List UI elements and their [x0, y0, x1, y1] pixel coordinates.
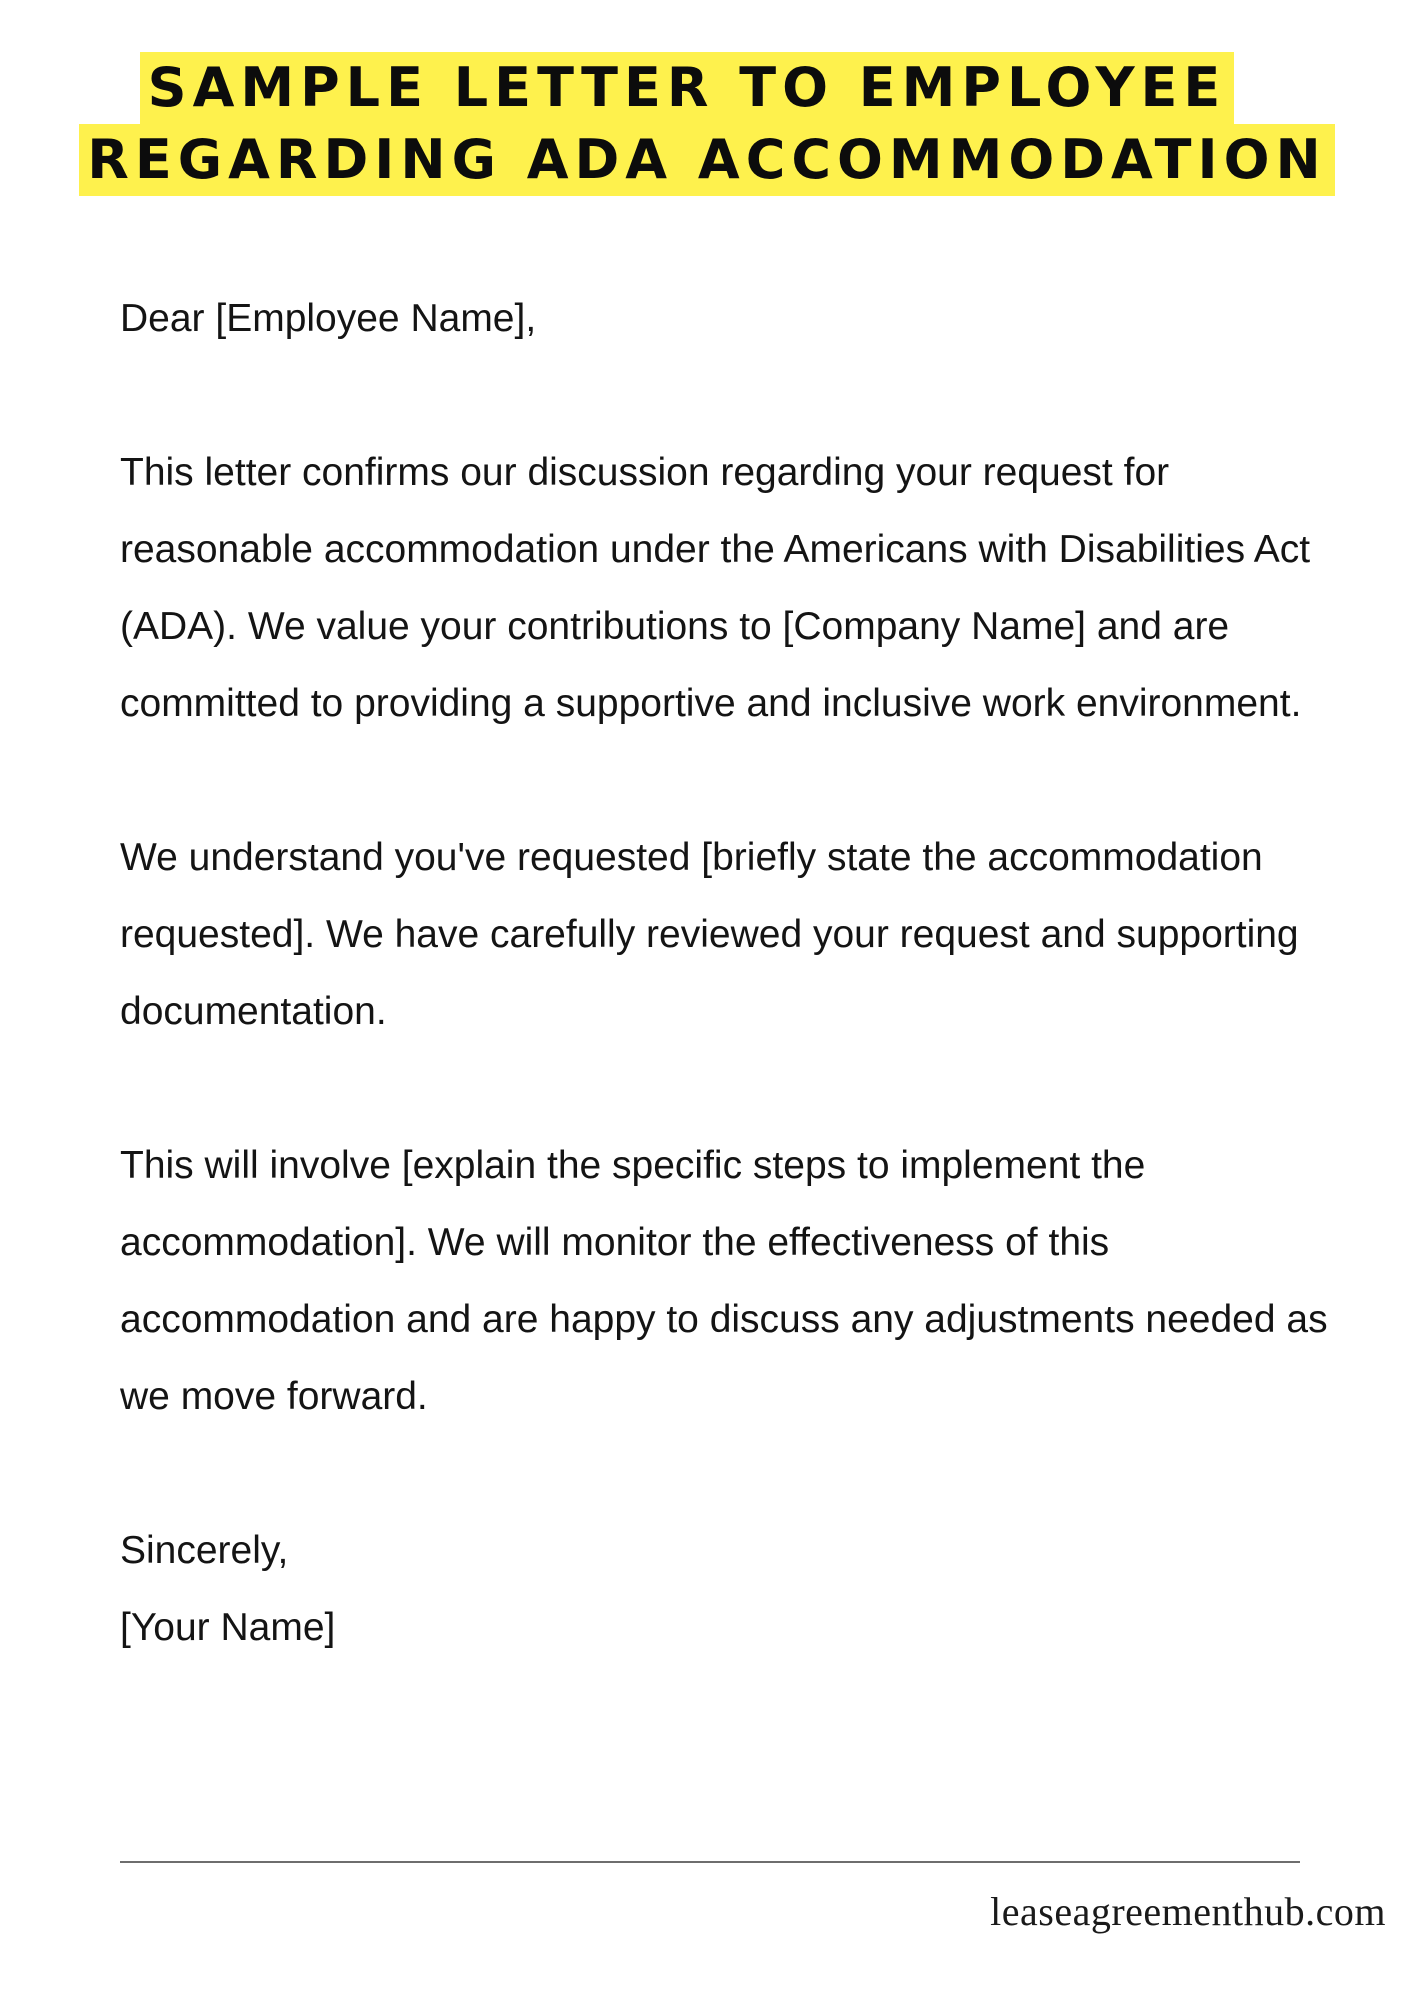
paragraph-2: We understand you've requested [briefly state the accommodation requested]. We have carefully reviewed your request and supporting documentation.: [120, 836, 1299, 1033]
salutation: Dear [Employee Name],: [120, 297, 537, 340]
footer-divider: [120, 1861, 1300, 1863]
letter-body: [120, 280, 1360, 1666]
paragraph-3: This will involve [explain the specific steps to implement the accommodation]. We will monitor the effectiveness of this accommodation and are happy to discuss any adjustments needed as we move forward.: [120, 1144, 1328, 1418]
closing: Sincerely,: [120, 1529, 289, 1572]
closing-block: [120, 1512, 1360, 1666]
title-line-2: REGARDING ADA ACCOMMODATION: [79, 124, 1334, 196]
website-footer: leaseagreementhub.com: [990, 1889, 1386, 1934]
page-title: [0, 52, 1414, 196]
paragraph-1: This letter confirms our discussion regarding your request for reasonable accommodation under the Americans with Disabilities Act (ADA). We value your contributions to [Company Name] and are committed to providing a supportive and inclusive work environment.: [120, 451, 1311, 725]
signature: [Your Name]: [120, 1606, 336, 1649]
title-line-1: SAMPLE LETTER TO EMPLOYEE: [140, 52, 1235, 124]
